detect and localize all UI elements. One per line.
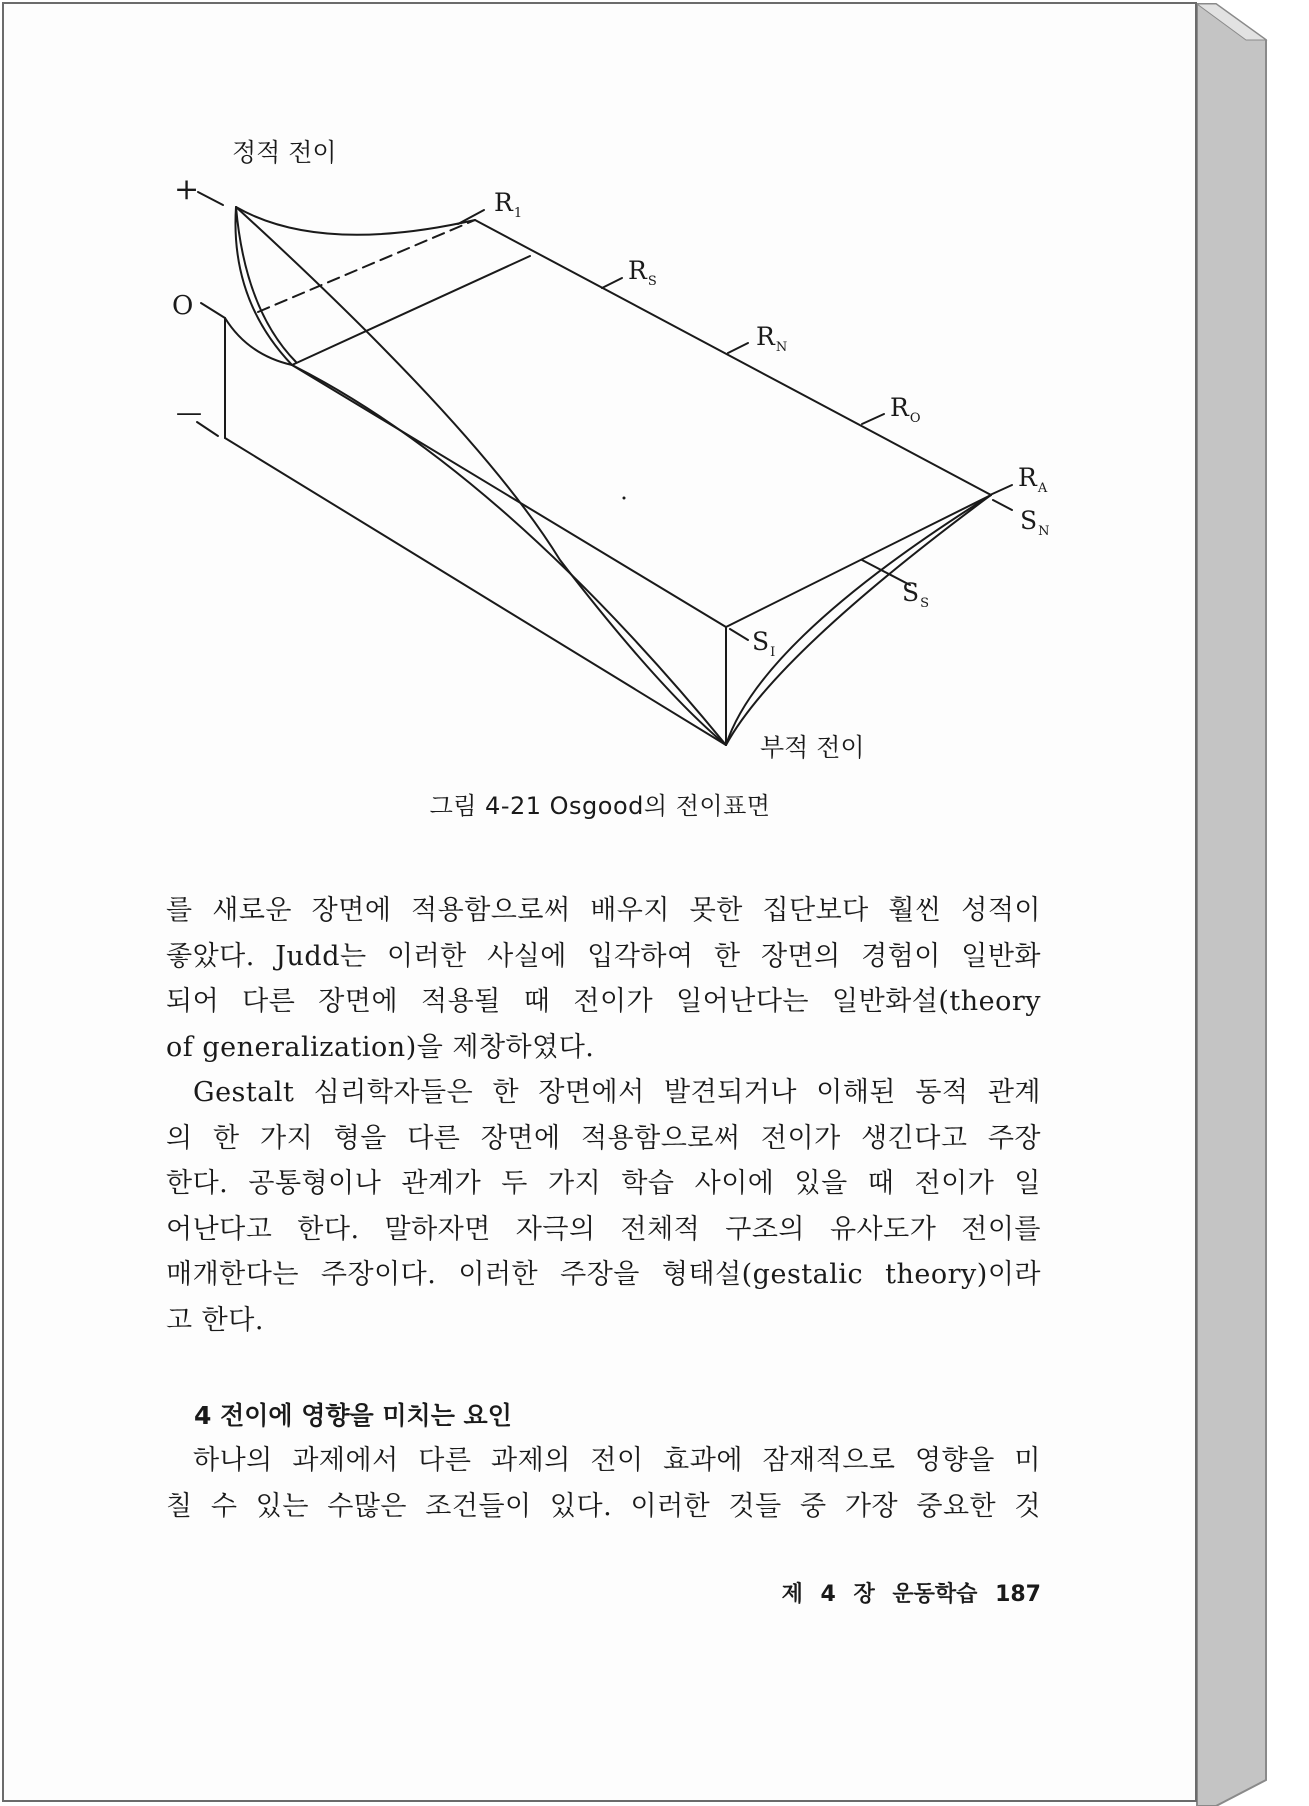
- left-zero-curve: [225, 318, 292, 365]
- diagonal-surface-curve-2: [292, 365, 726, 745]
- paragraph-2-line: 의 한 가지 형을 다른 장면에 적용함으로써 전이가 생긴다고 주장: [166, 1122, 1041, 1154]
- paragraph-1-line: 되어 다른 장면에 적용될 때 전이가 일어난다는 일반화설(theory: [166, 986, 1041, 1017]
- section-heading: 4 전이에 영향을 미치는 요인: [194, 1401, 512, 1430]
- inner-cross-line: [292, 256, 530, 365]
- ra-leader: [990, 485, 1012, 495]
- ro-leader: [862, 414, 884, 424]
- label-ro: $R_O$: [890, 393, 921, 426]
- label-r1: $R_1$: [494, 188, 523, 221]
- running-head: 제 4 장 운동학습: [781, 1582, 978, 1607]
- body-text: [166, 888, 1041, 1529]
- label-zero: O: [172, 291, 194, 321]
- label-ss: $S_S$: [902, 578, 930, 611]
- paragraph-2-line: 한다. 공통형이나 관계가 두 가지 학습 사이에 있을 때 전이가 일: [166, 1168, 1041, 1199]
- running-footer: [0, 1577, 1041, 1608]
- bottom-edge: [225, 438, 726, 745]
- surface-long-edge: [292, 365, 726, 627]
- paragraph-1-line: 를 새로운 장면에 적용함으로써 배우지 못한 집단보다 훨씬 성적이: [166, 895, 1041, 926]
- right-curve-inner: [726, 495, 991, 745]
- top-back-edge: [475, 220, 991, 495]
- label-plus: +: [174, 172, 200, 207]
- stray-dot: [623, 497, 626, 500]
- paragraph-1-line: of generalization)을 제창하였다.: [166, 1031, 595, 1063]
- paragraph-2-line: 매개한다는 주장이다. 이러한 주장을 형태설(gestalic theory)이라: [166, 1259, 1041, 1290]
- label-positive-transfer: 정적 전이: [232, 138, 337, 167]
- sn-leader: [993, 500, 1012, 510]
- paragraph-3-line: 하나의 과제에서 다른 과제의 전이 효과에 잠재적으로 영향을 미: [193, 1445, 1041, 1476]
- label-minus: —: [176, 398, 202, 428]
- label-sn: $S_N$: [1020, 506, 1050, 539]
- page-number: 187: [995, 1582, 1041, 1607]
- right-curve-outer: [726, 495, 991, 745]
- tick-plus: [198, 192, 223, 205]
- paragraph-1-line: 좋았다. Judd는 이러한 사실에 입각하여 한 장면의 경험이 일반화: [166, 940, 1041, 972]
- paragraph-2-line: 고 한다.: [166, 1304, 264, 1336]
- label-rs: $R_S$: [628, 256, 657, 289]
- label-negative-transfer: 부적 전이: [760, 733, 865, 762]
- label-ra: $R_A$: [1018, 463, 1048, 496]
- paragraph-2-line: 어난다고 한다. 말하자면 자극의 전체적 구조의 유사도가 전이를: [166, 1213, 1041, 1245]
- paragraph-2-line: Gestalt 심리학자들은 한 장면에서 발견되거나 이해된 동적 관계: [193, 1077, 1041, 1108]
- tick-zero: [201, 303, 225, 318]
- label-si: $S_I$: [752, 627, 776, 660]
- si-leader: [730, 629, 748, 640]
- paragraph-3-line: 칠 수 있는 수많은 조건들이 있다. 이러한 것들 중 가장 중요한 것: [166, 1490, 1041, 1522]
- top-left-curve: [236, 207, 475, 235]
- label-rn: $R_N$: [756, 322, 788, 355]
- rs-leader: [602, 278, 622, 288]
- figure-caption: 그림 4-21 Osgood의 전이표면: [429, 792, 771, 820]
- far-right-top-edge: [726, 495, 991, 627]
- rn-leader: [728, 343, 748, 353]
